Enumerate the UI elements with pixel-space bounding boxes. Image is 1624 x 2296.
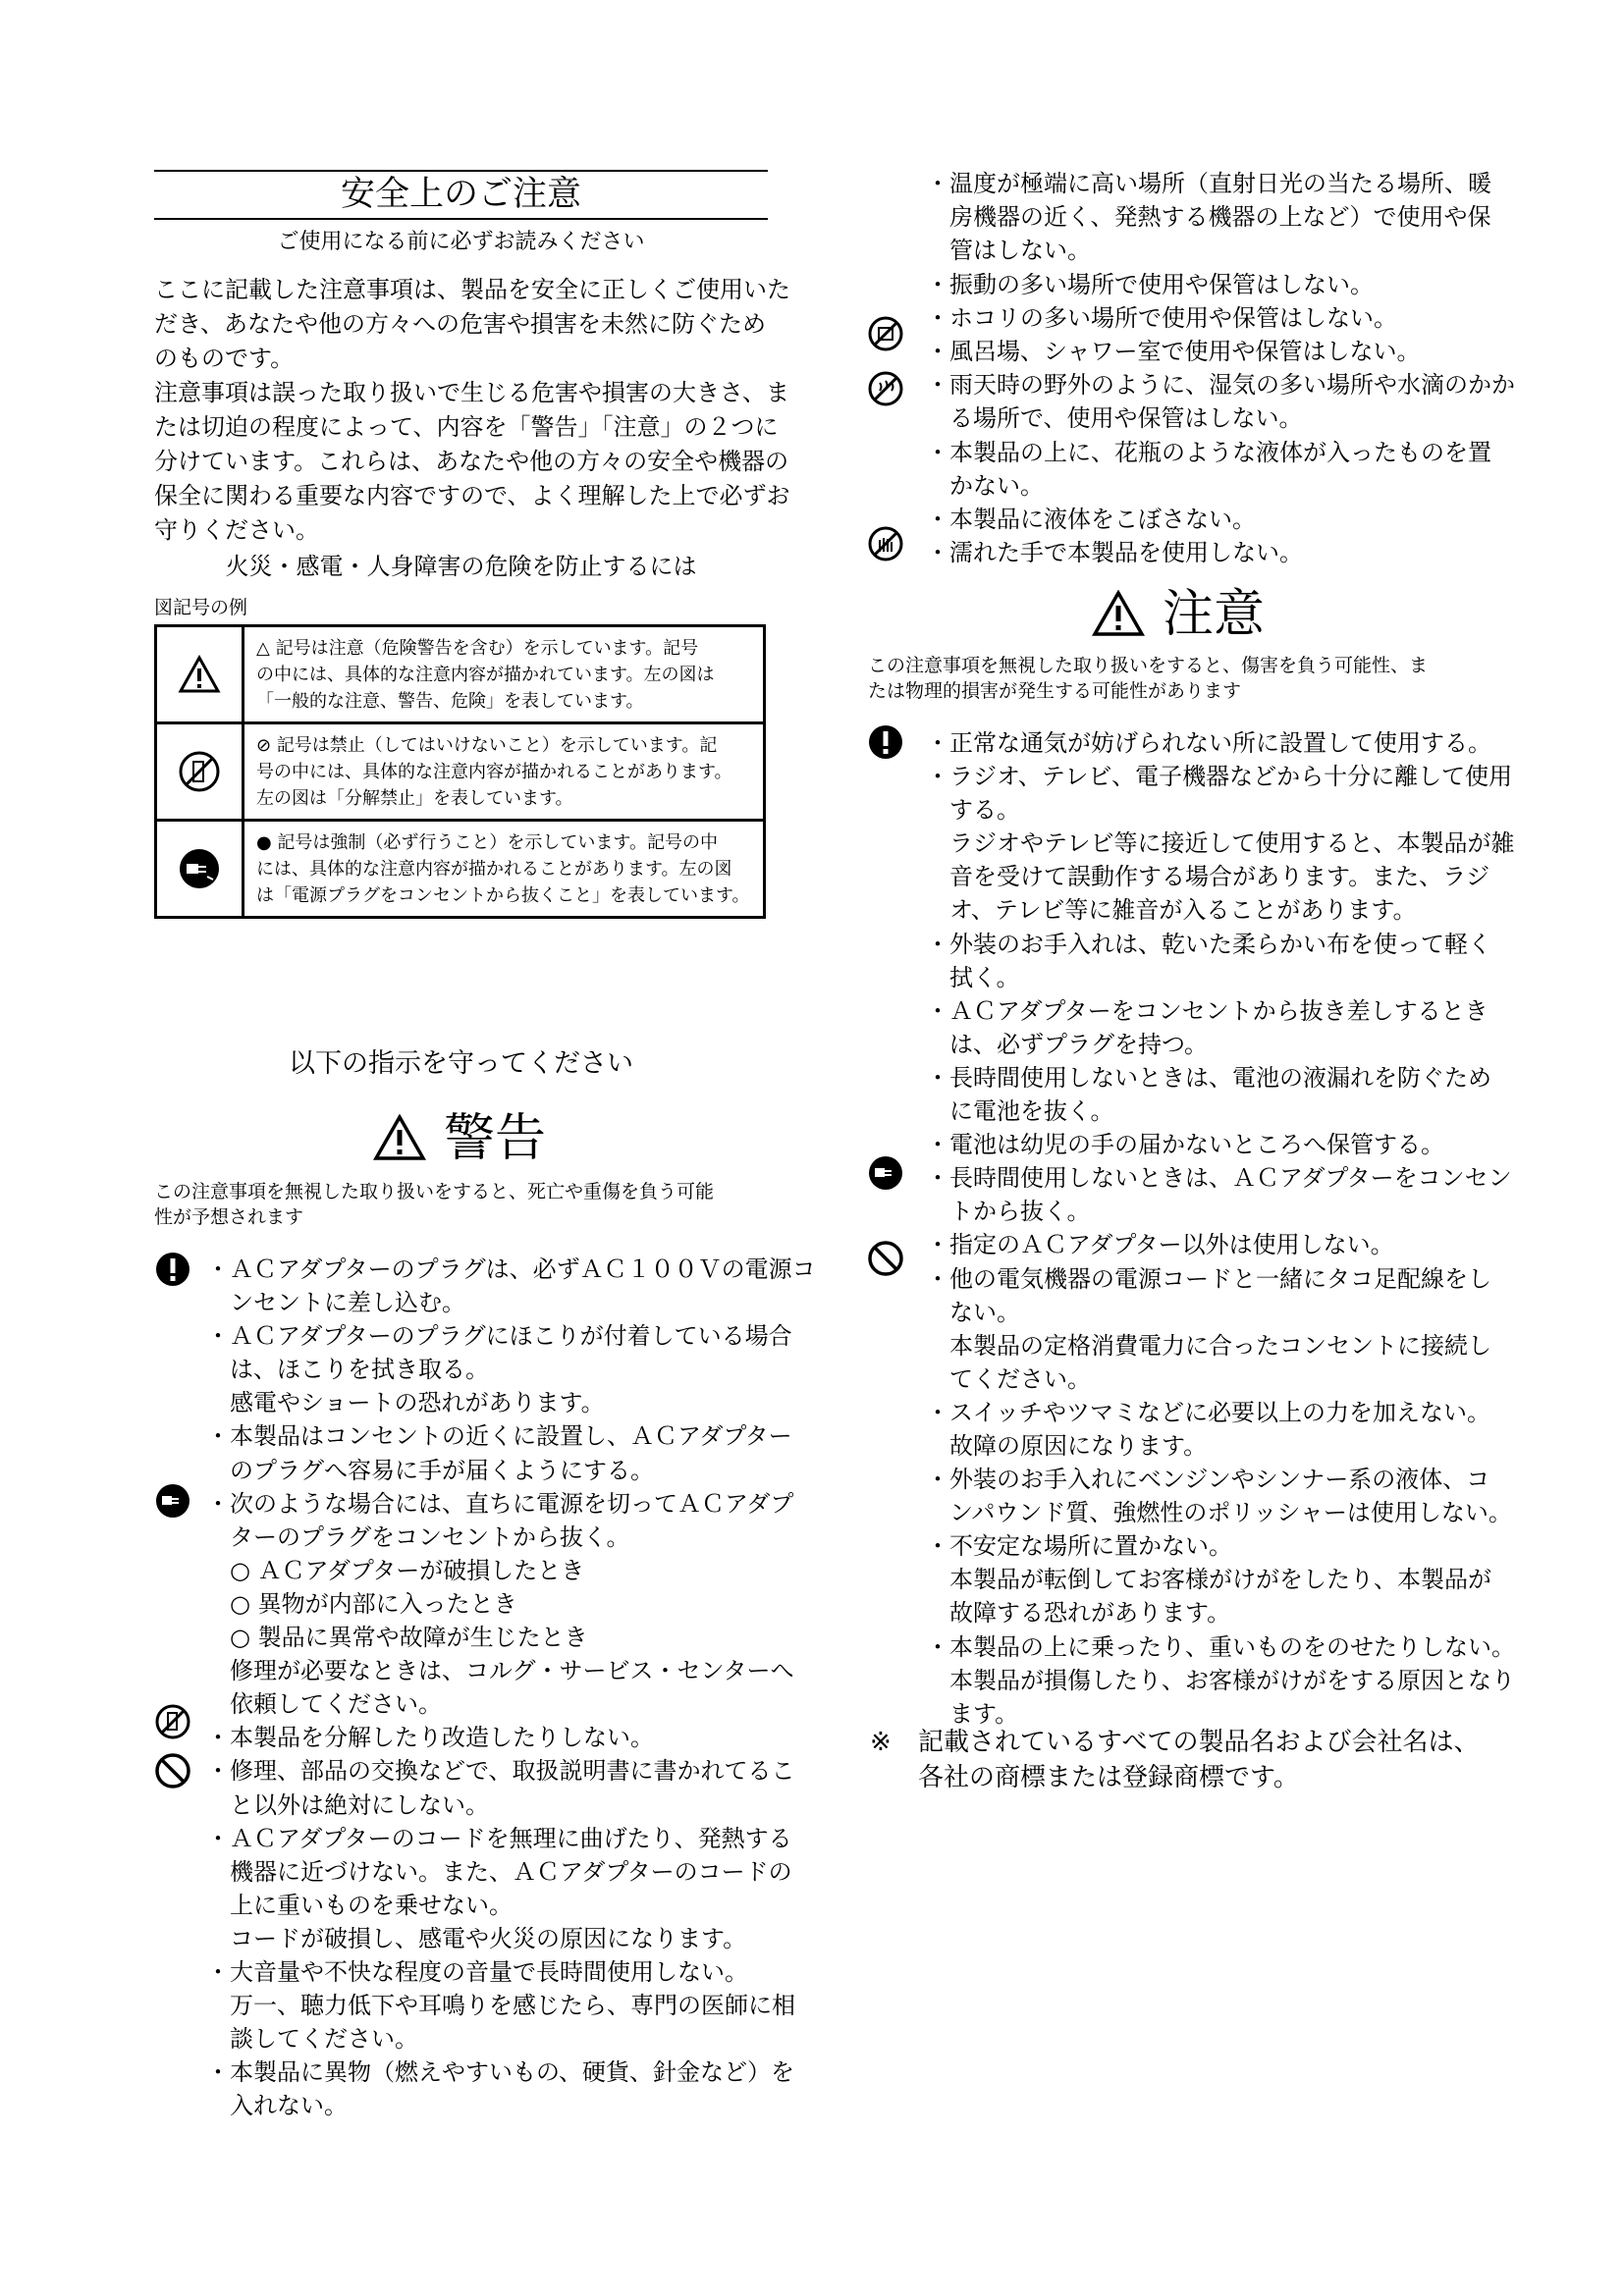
right-top-line: ・振動の多い場所で使用や保管はしない。 bbox=[926, 270, 1374, 298]
caution-line: 音を受けて誤動作する場合があります。また、ラジ bbox=[926, 863, 1490, 891]
legend-text: には、具体的な注意内容が描かれることがあります。左の図 bbox=[256, 859, 732, 880]
caution-line: 本製品が損傷したり、お客様がけがをする原因となり bbox=[926, 1666, 1515, 1694]
trademark-line: 記載されているすべての製品名および会社名は、 bbox=[918, 1728, 1480, 1757]
intro-line: ここに記載した注意事項は、製品を安全に正しくご使用いた bbox=[154, 276, 790, 303]
warning-line: ンセントに差し込む。 bbox=[206, 1289, 465, 1317]
right-top-line: ・本製品に液体をこぼさない。 bbox=[926, 506, 1256, 534]
warning-heading bbox=[373, 1109, 546, 1168]
intro-line: だき、あなたや他の方々への危害や損害を未然に防ぐため bbox=[154, 310, 767, 338]
legend-row bbox=[156, 723, 765, 821]
caution-line: する。 bbox=[926, 796, 1020, 825]
caution-line: ラジオやテレビ等に接近して使用すると、本製品が雑 bbox=[926, 829, 1515, 858]
legend-text: ● 記号は強制（必ず行うこと）を示しています。記号の中 bbox=[256, 832, 718, 853]
follow-heading: 以下の指示を守ってください bbox=[289, 1048, 633, 1079]
warning-line: 依頼してください。 bbox=[206, 1690, 442, 1719]
warning-note-line: この注意事項を無視した取り扱いをすると、死亡や重傷を負う可能 bbox=[154, 1181, 715, 1202]
intro-paragraph bbox=[154, 273, 792, 548]
title-bottom-rule bbox=[154, 218, 768, 220]
caution-line: トから抜く。 bbox=[926, 1198, 1091, 1226]
warning-line: ターのプラグをコンセントから抜く。 bbox=[206, 1522, 630, 1551]
intro-line: たは切迫の程度によって、内容を「警告」「注意」の２つに bbox=[154, 413, 779, 441]
warning-note bbox=[154, 1179, 714, 1230]
caution-line: ・他の電気機器の電源コードと一緒にタコ足配線をし bbox=[926, 1264, 1491, 1293]
warning-heading-text: 警告 bbox=[444, 1109, 547, 1168]
caution-list bbox=[926, 726, 1515, 1731]
warning-line: のプラグへ容易に手が届くようにする。 bbox=[206, 1456, 654, 1484]
caution-line: 本製品が転倒してお客様がけがをしたり、本製品が bbox=[926, 1566, 1491, 1594]
no-dust-icon bbox=[868, 316, 903, 351]
right-top-line: ・温度が極端に高い場所（直射日光の当たる場所、暖 bbox=[926, 170, 1491, 197]
legend-table bbox=[154, 624, 766, 919]
caution-line: 拭く。 bbox=[926, 963, 1020, 991]
caution-line: は、必ずプラグを持つ。 bbox=[926, 1030, 1209, 1058]
warning-line: ・本製品に異物（燃えやすいもの、硬貨、針金など）を bbox=[206, 2058, 795, 2087]
caution-line: てください。 bbox=[926, 1364, 1091, 1393]
caution-line: 故障の原因になります。 bbox=[926, 1431, 1208, 1460]
right-top-line: 管はしない。 bbox=[926, 237, 1091, 265]
caution-triangle-icon bbox=[1092, 590, 1145, 637]
warning-line: ○ ＡＣアダプターが破損したとき bbox=[206, 1556, 585, 1584]
caution-triangle-icon bbox=[178, 655, 221, 694]
legend-text: 「一般的な注意、警告、危険」を表しています。 bbox=[256, 691, 644, 712]
caution-line: ・電池は幼児の手の届かないところへ保管する。 bbox=[926, 1131, 1444, 1159]
caution-line: ・長時間使用しないときは、ＡＣアダプターをコンセン bbox=[926, 1164, 1512, 1193]
intro-line: 守りください。 bbox=[154, 516, 319, 544]
caution-line: ・本製品の上に乗ったり、重いものをのせたりしない。 bbox=[926, 1632, 1515, 1661]
mandatory-icon bbox=[868, 724, 903, 760]
unplug-icon bbox=[155, 1483, 190, 1519]
caution-note-line: たは物理的損害が発生する可能性があります bbox=[868, 680, 1242, 702]
caution-line: ・不安定な場所に置かない。 bbox=[926, 1532, 1232, 1561]
caution-line: 本製品の定格消費電力に合ったコンセントに接続し bbox=[926, 1331, 1491, 1360]
intro-line: 保全に関わる重要な内容ですので、よく理解した上で必ずお bbox=[154, 482, 790, 509]
prohibited-icon bbox=[868, 1241, 903, 1276]
caution-line: オ、テレビ等に雑音が入ることがあります。 bbox=[926, 896, 1417, 925]
warning-line: ・本製品を分解したり改造したりしない。 bbox=[206, 1724, 654, 1752]
intro-line: 注意事項は誤った取り扱いで生じる危害や損害の大きさ、ま bbox=[154, 379, 790, 406]
right-top-line: 房機器の近く、発熱する機器の上など）で使用や保 bbox=[926, 203, 1491, 232]
warning-line: ・次のような場合には、直ちに電源を切ってＡＣアダプ bbox=[206, 1489, 794, 1518]
mandatory-icon bbox=[155, 1252, 190, 1287]
right-top-line: ・雨天時の野外のように、湿気の多い場所や水滴のかか bbox=[926, 371, 1515, 400]
right-top-line: ・濡れた手で本製品を使用しない。 bbox=[926, 539, 1303, 567]
no-disassembly-icon bbox=[155, 1704, 190, 1739]
right-top-list bbox=[926, 167, 1515, 569]
legend-text: ⊘ 記号は禁止（してはいけないこと）を示しています。記 bbox=[256, 735, 718, 756]
trademark-note bbox=[918, 1725, 1479, 1795]
no-disassembly-icon bbox=[178, 750, 221, 793]
warning-line: 機器に近づけない。また、ＡＣアダプターのコードの bbox=[206, 1857, 792, 1886]
legend-row bbox=[156, 821, 765, 918]
intro-line: のものです。 bbox=[154, 345, 295, 372]
caution-line: ・スイッチやツマミなどに必要以上の力を加えない。 bbox=[926, 1398, 1491, 1426]
right-top-line: る場所で、使用や保管はしない。 bbox=[926, 404, 1303, 433]
caution-line: に電池を抜く。 bbox=[926, 1097, 1114, 1126]
warning-line: ・修理、部品の交換などで、取扱説明書に書かれてるこ bbox=[206, 1757, 795, 1786]
caution-note bbox=[868, 653, 1428, 704]
warning-line: と以外は絶対にしない。 bbox=[206, 1790, 489, 1819]
warning-line: 万一、聴力低下や耳鳴りを感じたら、専門の医師に相 bbox=[206, 1992, 795, 2020]
warning-line: ○ 製品に異常や故障が生じたとき bbox=[206, 1624, 588, 1652]
caution-line: ・外装のお手入れにベンジンやシンナー系の液体、コ bbox=[926, 1466, 1490, 1494]
warning-triangle-icon bbox=[373, 1114, 426, 1161]
right-top-line: かない。 bbox=[926, 471, 1044, 500]
prohibited-icon bbox=[155, 1753, 190, 1789]
caution-line: ンパウンド質、強燃性のポリッシャーは使用しない。 bbox=[926, 1499, 1512, 1527]
unplug-icon bbox=[178, 847, 221, 890]
warning-line: ○ 異物が内部に入ったとき bbox=[206, 1589, 517, 1618]
caution-line: ・ＡＣアダプターをコンセントから抜き差しするとき bbox=[926, 996, 1489, 1025]
prevent-heading: 火災・感電・人身障害の危険を防止するには bbox=[225, 553, 697, 580]
caution-heading bbox=[1092, 585, 1265, 644]
caution-line: ます。 bbox=[926, 1699, 1019, 1728]
page-title: 安全上のご注意 bbox=[340, 175, 581, 214]
caution-line: ・ラジオ、テレビ、電子機器などから十分に離して使用 bbox=[926, 763, 1513, 791]
caution-line: 故障する恐れがあります。 bbox=[926, 1599, 1231, 1628]
right-top-line: ・本製品の上に、花瓶のような液体が入ったものを置 bbox=[926, 438, 1491, 466]
right-top-line: ・風呂場、シャワー室で使用や保管はしない。 bbox=[926, 338, 1421, 366]
trademark-mark: ※ bbox=[870, 1728, 892, 1757]
warning-line: ・ＡＣアダプターのコードを無理に曲げたり、発熱する bbox=[206, 1824, 792, 1852]
legend-row bbox=[156, 626, 765, 723]
warning-line: 上に重いものを乗せない。 bbox=[206, 1891, 513, 1919]
legend-caption: 図記号の例 bbox=[154, 597, 248, 618]
warning-line: 感電やショートの恐れがあります。 bbox=[206, 1389, 605, 1417]
caution-line: ない。 bbox=[926, 1298, 1020, 1326]
unplug-icon bbox=[868, 1155, 903, 1191]
warning-line: 修理が必要なときは、コルグ・サービス・センターへ bbox=[206, 1657, 794, 1685]
warning-line: 談してください。 bbox=[206, 2025, 418, 2054]
warning-line: ・ＡＣアダプターのプラグにほこりが付着している場合 bbox=[206, 1322, 792, 1351]
legend-text: の中には、具体的な注意内容が描かれています。左の図は bbox=[256, 665, 715, 685]
trademark-line: 各社の商標または登録商標です。 bbox=[918, 1763, 1299, 1792]
title-top-rule bbox=[154, 170, 768, 172]
no-wet-hands-icon bbox=[868, 526, 903, 561]
caution-line: ・正常な通気が妨げられない所に設置して使用する。 bbox=[926, 729, 1491, 757]
caution-line: ・指定のＡＣアダプター以外は使用しない。 bbox=[926, 1231, 1394, 1259]
legend-text: △ 記号は注意（危険警告を含む）を示しています。記号 bbox=[256, 638, 699, 659]
intro-line: 分けています。これらは、あなたや他の方々の安全や機器の bbox=[154, 448, 789, 475]
caution-line: ・長時間使用しないときは、電池の液漏れを防ぐため bbox=[926, 1063, 1491, 1092]
warning-line: は、ほこりを拭き取る。 bbox=[206, 1356, 489, 1384]
legend-text: は「電源プラグをコンセントから抜くこと」を表しています。 bbox=[256, 885, 750, 906]
warning-line: ・本製品はコンセントの近くに設置し、ＡＣアダプター bbox=[206, 1422, 792, 1451]
right-top-line: ・ホコリの多い場所で使用や保管はしない。 bbox=[926, 303, 1397, 332]
caution-note-line: この注意事項を無視した取り扱いをすると、傷害を負う可能性、ま bbox=[868, 655, 1429, 676]
warning-line: コードが破損し、感電や火災の原因になります。 bbox=[206, 1924, 747, 1952]
warning-line: ・ＡＣアダプターのプラグは、必ずＡＣ１００Ｖの電源コ bbox=[206, 1255, 816, 1283]
caution-heading-text: 注意 bbox=[1163, 585, 1266, 644]
warning-line: ・大音量や不快な程度の音量で長時間使用しない。 bbox=[206, 1957, 748, 1986]
page-subtitle: ご使用になる前に必ずお読みください bbox=[277, 230, 645, 254]
warning-list bbox=[206, 1253, 816, 2122]
legend-text: 号の中には、具体的な注意内容が描かれることがあります。 bbox=[256, 762, 732, 782]
warning-note-line: 性が予想されます bbox=[154, 1206, 304, 1228]
caution-line: ・外装のお手入れは、乾いた柔らかい布を使って軽く bbox=[926, 930, 1491, 958]
no-water-icon bbox=[868, 371, 903, 406]
warning-line: 入れない。 bbox=[206, 2092, 348, 2120]
legend-text: 左の図は「分解禁止」を表しています。 bbox=[256, 788, 573, 809]
